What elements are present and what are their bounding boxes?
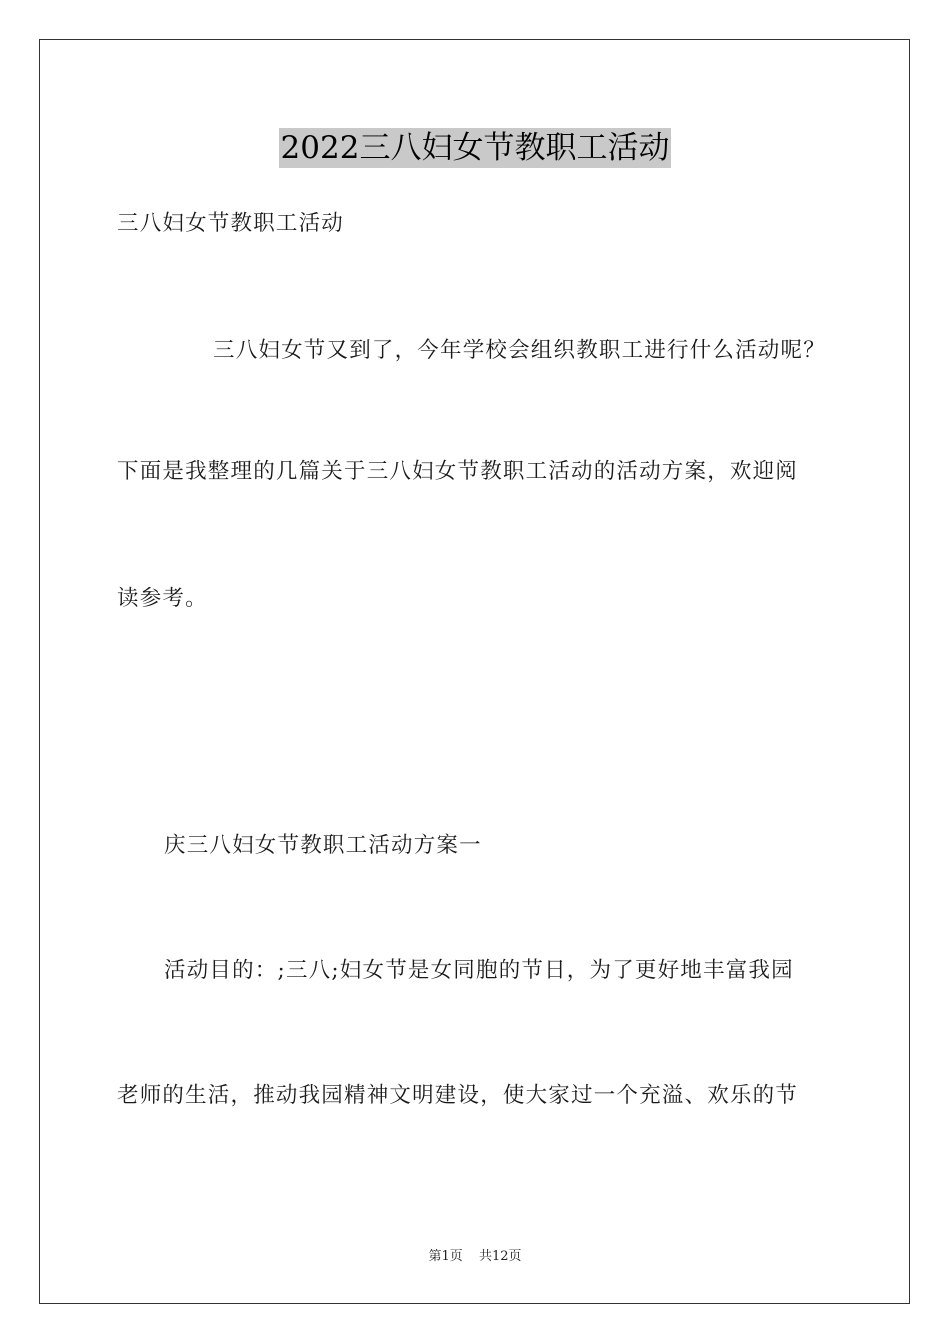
section-heading: 庆三八妇女节教职工活动方案一 [164,833,482,858]
subtitle-line: 三八妇女节教职工活动 [117,211,345,236]
paragraph-line: 下面是我整理的几篇关于三八妇女节教职工活动的活动方案，欢迎阅 [117,459,799,484]
page-number: 第1页 [428,1249,463,1264]
paragraph-line: 老师的生活，推动我园精神文明建设，使大家过一个充溢、欢乐的节 [117,1083,799,1108]
page-footer [0,1248,950,1266]
paragraph-line: 三八妇女节又到了，今年学校会组织教职工进行什么活动呢？ [213,338,826,363]
title-container [0,128,950,168]
page-total: 共12页 [478,1249,522,1264]
document-title: 2022三八妇女节教职工活动 [280,130,670,166]
paragraph-line: 读参考。 [117,586,208,611]
paragraph-line: 活动目的：;三八;妇女节是女同胞的节日，为了更好地丰富我园 [164,958,794,983]
